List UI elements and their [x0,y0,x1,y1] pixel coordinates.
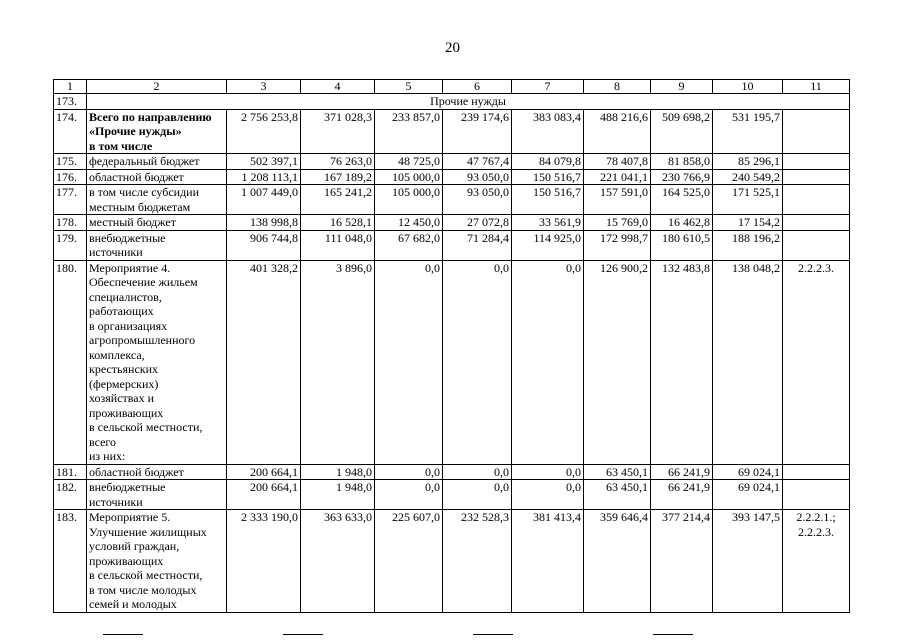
column-header: 4 [301,80,375,94]
value-cell: 105 000,0 [375,185,443,215]
reference-cell [783,169,850,185]
value-cell: 0,0 [512,260,584,464]
value-cell: 33 561,9 [512,215,584,231]
row-name [87,109,227,154]
row-name-line: (фермерских) [89,376,159,391]
value-cell: 531 195,7 [713,109,783,154]
value-cell: 200 664,1 [227,464,301,480]
value-cell: 150 516,7 [512,185,584,215]
table-body [54,80,850,613]
value-cell: 3 896,0 [301,260,375,464]
row-number: 182. [54,480,87,510]
row-number: 183. [54,510,87,613]
column-header: 8 [584,80,651,94]
row-name-line: условий граждан, [89,539,180,553]
value-cell: 71 284,4 [443,230,512,260]
value-cell: 69 024,1 [713,464,783,480]
value-cell: 225 607,0 [375,510,443,613]
row-number: 181. [54,464,87,480]
value-cell: 2 333 190,0 [227,510,301,613]
value-cell: 12 450,0 [375,215,443,231]
table-row [54,230,850,260]
value-cell: 240 549,2 [713,169,783,185]
value-cell: 0,0 [512,464,584,480]
value-cell: 63 450,1 [584,464,651,480]
value-cell: 85 296,1 [713,154,783,170]
value-cell: 16 528,1 [301,215,375,231]
row-name-line: областной бюджет [89,169,184,184]
row-name-line: внебюджетные [89,230,166,245]
row-name-line: проживающих [89,553,164,568]
row-name-line: проживающих [89,405,164,420]
row-number: 178. [54,215,87,231]
row-name [87,464,227,480]
row-name-line: внебюджетные [89,480,166,494]
reference-line: 2.2.2.3. [798,260,834,275]
value-cell: 2 756 253,8 [227,109,301,154]
value-cell: 16 462,8 [651,215,713,231]
table-row [54,480,850,510]
row-name-line: из них: [89,449,126,463]
value-cell: 48 725,0 [375,154,443,170]
value-cell: 67 682,0 [375,230,443,260]
column-header: 9 [651,80,713,94]
value-cell: 488 216,6 [584,109,651,154]
value-cell: 363 633,0 [301,510,375,613]
row-name-line: Мероприятие 4. [89,260,171,275]
value-cell: 0,0 [443,260,512,464]
column-header: 7 [512,80,584,94]
row-name-line: в том числе [89,138,153,153]
value-cell: 172 998,7 [584,230,651,260]
value-cell: 93 050,0 [443,169,512,185]
reference-cell [783,215,850,231]
reference-cell [783,260,850,464]
reference-line: 2.2.2.3. [798,524,834,539]
row-name-line: в том числе молодых [89,582,197,597]
row-name-line: источники [89,494,143,509]
value-cell: 906 744,8 [227,230,301,260]
value-cell: 221 041,1 [584,169,651,185]
value-cell: 1 948,0 [301,480,375,510]
page-number: 20 [445,40,460,56]
row-name [87,260,227,464]
row-name-line: Всего по направлению [89,109,212,124]
value-cell: 171 525,1 [713,185,783,215]
value-cell: 132 483,8 [651,260,713,464]
reference-cell [783,154,850,170]
reference-cell [783,230,850,260]
table-row [54,260,850,464]
row-name [87,185,227,215]
value-cell: 78 407,8 [584,154,651,170]
column-header: 1 [54,80,87,94]
row-name [87,480,227,510]
value-cell: 377 214,4 [651,510,713,613]
row-name-line: областной бюджет [89,464,184,479]
column-header-row [54,80,850,94]
table-row [54,154,850,170]
row-number: 175. [54,154,87,170]
value-cell: 164 525,0 [651,185,713,215]
column-header: 2 [87,80,227,94]
value-cell: 200 664,1 [227,480,301,510]
reference-cell [783,464,850,480]
value-cell: 66 241,9 [651,464,713,480]
row-number: 176. [54,169,87,185]
value-cell: 150 516,7 [512,169,584,185]
row-number: 179. [54,230,87,260]
value-cell: 66 241,9 [651,480,713,510]
row-name-line: всего [89,434,117,449]
value-cell: 0,0 [512,480,584,510]
value-cell: 47 767,4 [443,154,512,170]
reference-cell [783,480,850,510]
row-name-line: местный бюджет [89,215,176,229]
row-name [87,510,227,613]
value-cell: 105 000,0 [375,169,443,185]
row-name-line: источники [89,245,143,259]
value-cell: 69 024,1 [713,480,783,510]
row-name-line: семей и молодых [89,597,177,611]
table-row [54,169,850,185]
row-name-line: специалистов, [89,289,162,304]
value-cell: 76 263,0 [301,154,375,170]
section-title: Прочие нужды [87,94,850,110]
table-row [54,464,850,480]
value-cell: 0,0 [375,464,443,480]
table-row [54,109,850,154]
value-cell: 188 196,2 [713,230,783,260]
value-cell: 381 413,4 [512,510,584,613]
column-header: 10 [713,80,783,94]
value-cell: 15 769,0 [584,215,651,231]
row-name-line: Мероприятие 5. [89,510,171,524]
column-header: 5 [375,80,443,94]
value-cell: 157 591,0 [584,185,651,215]
budget-table [53,79,850,613]
row-name-line: Обеспечение жильем [89,275,198,289]
row-name-line: работающих [89,304,154,318]
row-number: 174. [54,109,87,154]
value-cell: 111 048,0 [301,230,375,260]
column-header: 3 [227,80,301,94]
value-cell: 509 698,2 [651,109,713,154]
value-cell: 138 048,2 [713,260,783,464]
value-cell: 93 050,0 [443,185,512,215]
value-cell: 502 397,1 [227,154,301,170]
row-name-line: крестьянских [89,362,159,376]
value-cell: 359 646,4 [584,510,651,613]
row-name-line: хозяйствах и [89,391,155,405]
value-cell: 114 925,0 [512,230,584,260]
reference-cell [783,510,850,613]
value-cell: 371 028,3 [301,109,375,154]
value-cell: 1 208 113,1 [227,169,301,185]
row-name [87,154,227,170]
row-name-line: комплекса, [89,347,145,362]
value-cell: 1 007 449,0 [227,185,301,215]
reference-line: 2.2.2.1.; [796,510,836,524]
row-name-line: в сельской местности, [89,568,203,582]
row-number: 173. [54,94,87,110]
value-cell: 383 083,4 [512,109,584,154]
row-name-line: в сельской местности, [89,420,203,434]
value-cell: 230 766,9 [651,169,713,185]
value-cell: 167 189,2 [301,169,375,185]
value-cell: 17 154,2 [713,215,783,231]
row-name-line: агропромышленного [89,333,196,347]
section-row [54,94,850,110]
row-name-line: в организациях [89,318,168,333]
value-cell: 165 241,2 [301,185,375,215]
value-cell: 1 948,0 [301,464,375,480]
row-name-line: в том числе субсидии [89,185,200,199]
column-header: 11 [783,80,850,94]
value-cell: 401 328,2 [227,260,301,464]
value-cell: 126 900,2 [584,260,651,464]
value-cell: 239 174,6 [443,109,512,154]
value-cell: 0,0 [375,480,443,510]
value-cell: 0,0 [443,464,512,480]
row-number: 177. [54,185,87,215]
value-cell: 0,0 [375,260,443,464]
value-cell: 0,0 [443,480,512,510]
value-cell: 84 079,8 [512,154,584,170]
value-cell: 63 450,1 [584,480,651,510]
row-name [87,230,227,260]
column-header: 6 [443,80,512,94]
row-name [87,169,227,185]
value-cell: 232 528,3 [443,510,512,613]
value-cell: 81 858,0 [651,154,713,170]
row-number: 180. [54,260,87,464]
reference-cell [783,185,850,215]
row-name-line: «Прочие нужды» [89,124,182,138]
table-row [54,510,850,613]
page-edge-marks [53,634,849,640]
table-row [54,215,850,231]
value-cell: 138 998,8 [227,215,301,231]
value-cell: 233 857,0 [375,109,443,154]
value-cell: 27 072,8 [443,215,512,231]
value-cell: 393 147,5 [713,510,783,613]
row-name-line: местным бюджетам [89,199,191,214]
row-name-line: Улучшение жилищных [89,524,207,539]
table-row [54,185,850,215]
value-cell: 180 610,5 [651,230,713,260]
row-name [87,215,227,231]
row-name-line: федеральный бюджет [89,154,200,168]
reference-cell [783,109,850,154]
